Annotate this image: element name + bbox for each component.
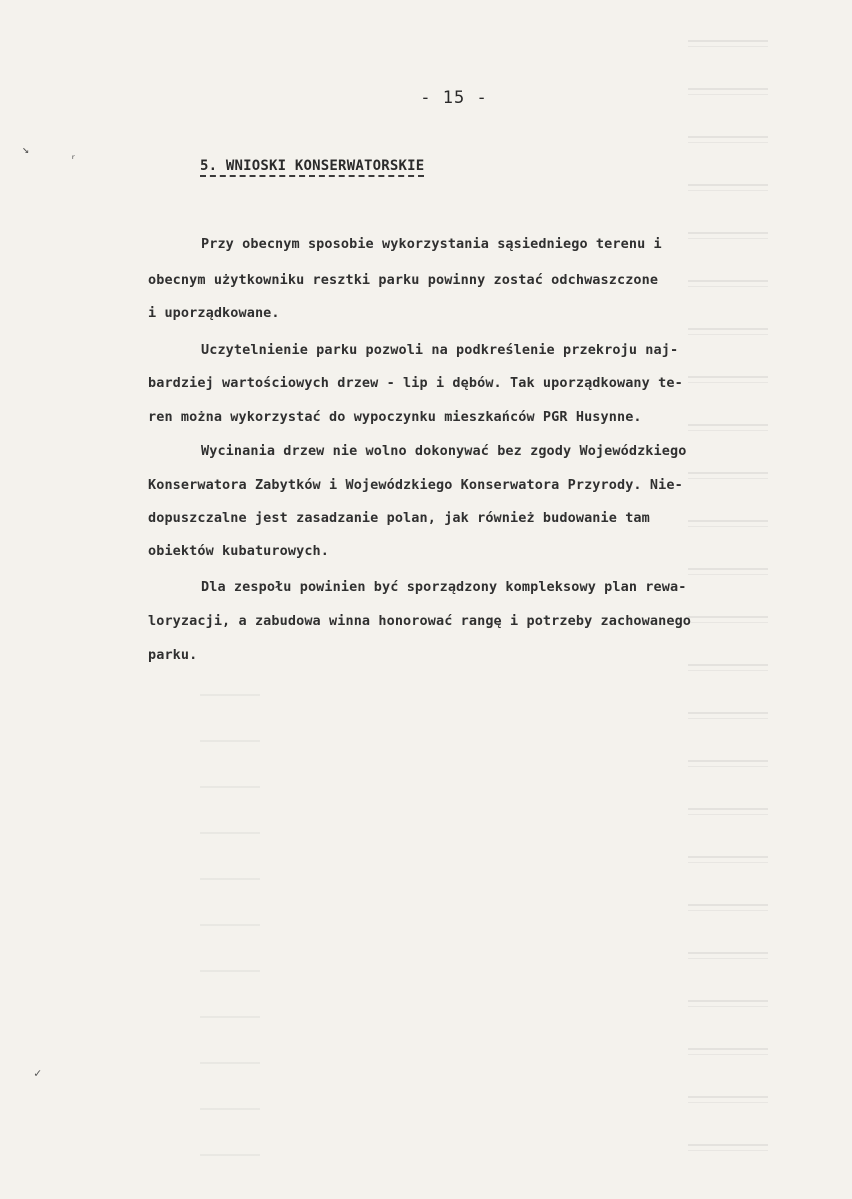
paragraph-line: loryzacji, a zabudowa winna honorować rangę i potrzeby zachowanego — [148, 613, 692, 629]
margin-tick-mark: ↘ — [22, 142, 30, 156]
paragraph-line: obecnym użytkowniku resztki parku powinny zostać odchwaszczone — [148, 272, 659, 288]
paragraph-line: Wycinania drzew nie wolno dokonywać bez zgody Wojewódzkiego — [201, 443, 687, 459]
reverse-side-show-through — [688, 10, 768, 1190]
section-heading: 5. WNIOSKI KONSERWATORSKIE — [200, 158, 424, 177]
paragraph-line: i uporządkowane. — [148, 305, 280, 321]
reverse-side-show-through-left — [200, 660, 260, 1199]
margin-tick-mark: ʳ — [70, 152, 78, 166]
page-number: - 15 - — [420, 88, 488, 108]
paragraph-line: obiektów kubaturowych. — [148, 543, 330, 559]
paragraph-line: Dla zespołu powinien być sporządzony kompleksowy plan rewa- — [201, 579, 687, 595]
paragraph-line: ren można wykorzystać do wypoczynku mieszkańców PGR Husynne. — [148, 409, 642, 425]
paragraph-line: Przy obecnym sposobie wykorzystania sąsiedniego terenu i — [201, 236, 662, 252]
paragraph-line: Uczytelnienie parku pozwoli na podkreślenie przekroju naj- — [201, 342, 679, 358]
paragraph-line: parku. — [148, 647, 198, 663]
paragraph-line: bardziej wartościowych drzew - lip i dębów. Tak uporządkowany te- — [148, 375, 683, 391]
margin-tick-mark: ✓ — [34, 1066, 42, 1080]
paragraph-line: Konserwatora Zabytków i Wojewódzkiego Konserwatora Przyrody. Nie- — [148, 477, 683, 493]
paragraph-line: dopuszczalne jest zasadzanie polan, jak również budowanie tam — [148, 510, 650, 526]
